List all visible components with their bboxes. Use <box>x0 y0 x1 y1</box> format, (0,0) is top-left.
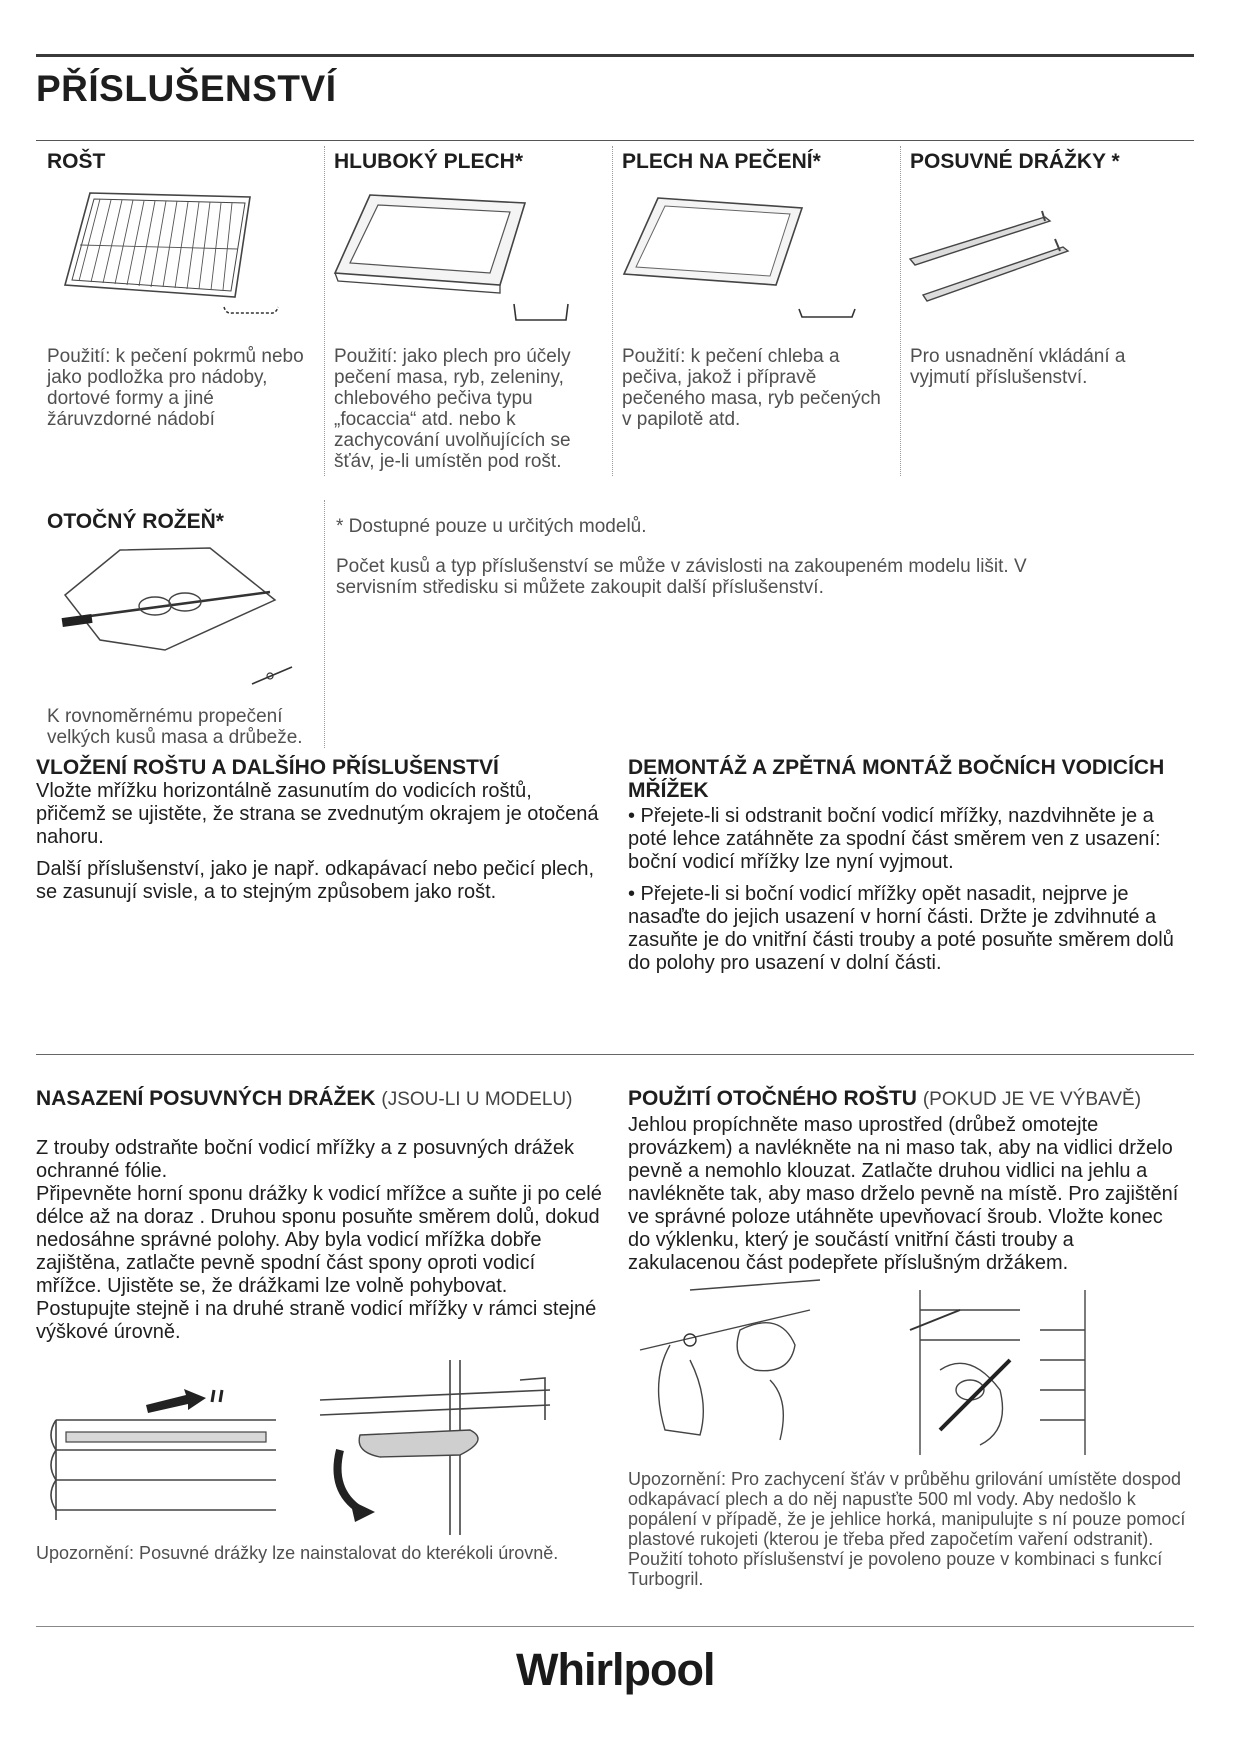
insert-section-body <box>36 780 606 913</box>
accessory-title-sliding-rails: POSUVNÉ DRÁŽKY * <box>910 150 1120 173</box>
accessory-desc-baking-tray: Použití: k pečení chleba a pečiva, jakož i přípravě pečeného masa, ryb pečených v papilotě atd. <box>622 346 881 430</box>
baking-tray-illustration <box>620 190 805 290</box>
footer-rule <box>36 1626 1194 1627</box>
accessory-desc-rotisserie: K rovnoměrnému propečení velkých kusů masa a drůbeže. <box>47 706 303 748</box>
removal-paragraph: • Přejete-li si odstranit boční vodicí mřížky, nazdvihněte je a poté lehce zatáhněte za spodní část směrem ven z usazení: boční vodicí mřížky lze nyní vyjmout. <box>628 805 1161 873</box>
removal-section-body <box>628 805 1188 984</box>
accessory-desc-sliding-rails: Pro usnadnění vkládání a vyjmutí příslušenství. <box>910 346 1126 388</box>
removal-paragraph: • Přejete-li si boční vodicí mřížky opět nasadit, nejprve je nasaďte do jejich usazení v horní části. Držte je zdvihnuté a zasuňte je do vnitřní části trouby a poté posuňte směrem dolů do polohy pro usazení v dolní části. <box>628 883 1174 974</box>
rail-install-illustration-2 <box>320 1360 570 1535</box>
sliding-paragraph: Připevněte horní sponu drážky k vodicí mřížce a suňte ji po celé délce až na doraz . Druhou sponu posuňte směrem dolů, dokud nedosáhne správné polohy. Aby byla vodicí mřížka dobře zajištěna, zatlačte pevně spodní část spony oproti vodicí mřížce. Ujistěte se, že drážkami lze volně pohybovat. Postupujte stejně i na druhé straně vodicí mřížky v rámci stejné výškové úrovně. <box>36 1183 602 1343</box>
insert-paragraph: Další příslušenství, jako je např. odkapávací nebo pečicí plech, se zasunují svisle, a to stejným způsobem jako rošt. <box>36 858 595 903</box>
sliding-section-title-text: NASAZENÍ POSUVNÝCH DRÁŽEK <box>36 1087 376 1110</box>
rotisserie-paragraph: Jehlou propíchněte maso uprostřed (drůbež omotejte provázkem) a navlékněte na ni maso tak, aby na vidlici drželo pevně a nemohlo klouzat. Zatlačte druhou vidlici na jehlu a navlékněte tak, aby maso drželo pevně na místě. Pro zajištění ve správné poloze utáhněte upevňovací šroub. Vložte konec do výklenku, který je součástí vnitřní části trouby a zakulacenou část podepřete příslušným držákem. <box>628 1114 1179 1274</box>
removal-section-title: DEMONTÁŽ A ZPĚTNÁ MONTÁŽ BOČNÍCH VODICÍCH MŘÍŽEK <box>628 756 1165 802</box>
rail-install-illustration-1 <box>36 1380 286 1530</box>
accessory-title-baking-tray: PLECH NA PEČENÍ* <box>622 150 821 173</box>
sliding-rails-illustration <box>905 205 1075 305</box>
availability-note: * Dostupné pouze u určitých modelů. <box>336 516 647 537</box>
rotisserie-section-body <box>628 1114 1188 1284</box>
column-separator <box>612 146 613 476</box>
deep-tray-profile-icon <box>510 302 572 326</box>
accessory-title-grill: ROŠT <box>47 150 106 173</box>
quantity-note: Počet kusů a typ příslušenství se může v závislosti na zakoupeném modelu lišit. V servisním středisku si můžete zakoupit další příslušenství. <box>336 556 1027 598</box>
column-separator <box>324 146 325 476</box>
brand-logo: Whirlpool <box>516 1644 715 1695</box>
rotisserie-section-note: Upozornění: Pro zachycení šťáv v průběhu grilování umístěte dospod odkapávací plech a do něj napusťte 500 ml vody. Aby nedošlo k popálení v případě, že je jehlice horká, manipulujte s ní pouze pomocí plastové rukojeti (kterou je třeba před započetím vaření odstranit). Použití tohoto příslušenství je povoleno pouze v kombinaci s funkcí Turbogril. <box>628 1469 1186 1589</box>
rack-profile-icon <box>222 304 282 318</box>
column-separator <box>900 146 901 476</box>
accessory-desc-grill: Použití: k pečení pokrmů nebo jako podložka pro nádoby, dortové formy a jiné žáruvzdorné nádobí <box>47 346 304 430</box>
sliding-section-body <box>36 1137 606 1353</box>
rotisserie-spit-icon <box>250 664 294 686</box>
rotisserie-oven-illustration <box>900 1290 1100 1455</box>
sliding-paragraph: Z trouby odstraňte boční vodicí mřížky a z posuvných drážek ochranné fólie. <box>36 1137 575 1182</box>
insert-paragraph: Vložte mřížku horizontálně zasunutím do vodicích roštů, přičemž se ujistěte, že strana se zvednutým okrajem je otočená nahoru. <box>36 780 599 848</box>
rotisserie-illustration <box>60 540 280 650</box>
accessory-desc-deep-tray: Použití: jako plech pro účely pečení masa, ryb, zeleniny, chlebového pečiva typu „focaccia“ atd. nebo k zachycování uvolňujících se šťáv, je-li umístěn pod rošt. <box>334 346 571 472</box>
page-title: PŘÍSLUŠENSTVÍ <box>36 68 337 109</box>
column-separator <box>324 500 325 748</box>
top-rule <box>36 54 1194 57</box>
section-rule <box>36 1054 1194 1055</box>
title-rule <box>36 140 1194 141</box>
accessory-title-deep-tray: HLUBOKÝ PLECH* <box>334 150 524 173</box>
accessory-title-rotisserie: OTOČNÝ ROŽEŇ* <box>47 510 224 533</box>
rotisserie-section-title-text: POUŽITÍ OTOČNÉHO ROŠTU <box>628 1087 917 1110</box>
wire-rack-illustration <box>60 185 270 315</box>
baking-tray-profile-icon <box>796 306 858 322</box>
rotisserie-skewering-illustration <box>630 1290 830 1455</box>
insert-section-title: VLOŽENÍ ROŠTU A DALŠÍHO PŘÍSLUŠENSTVÍ <box>36 756 499 779</box>
rotisserie-section-subtitle: (POKUD JE VE VÝBAVĚ) <box>922 1089 1142 1110</box>
sliding-section-title <box>36 1087 606 1111</box>
sliding-section-subtitle: (JSOU-LI U MODELU) <box>381 1089 573 1110</box>
deep-tray-illustration <box>330 185 530 295</box>
rotisserie-section-title <box>628 1087 1188 1111</box>
sliding-section-note: Upozornění: Posuvné drážky lze nainstalovat do kterékoli úrovně. <box>36 1543 559 1563</box>
